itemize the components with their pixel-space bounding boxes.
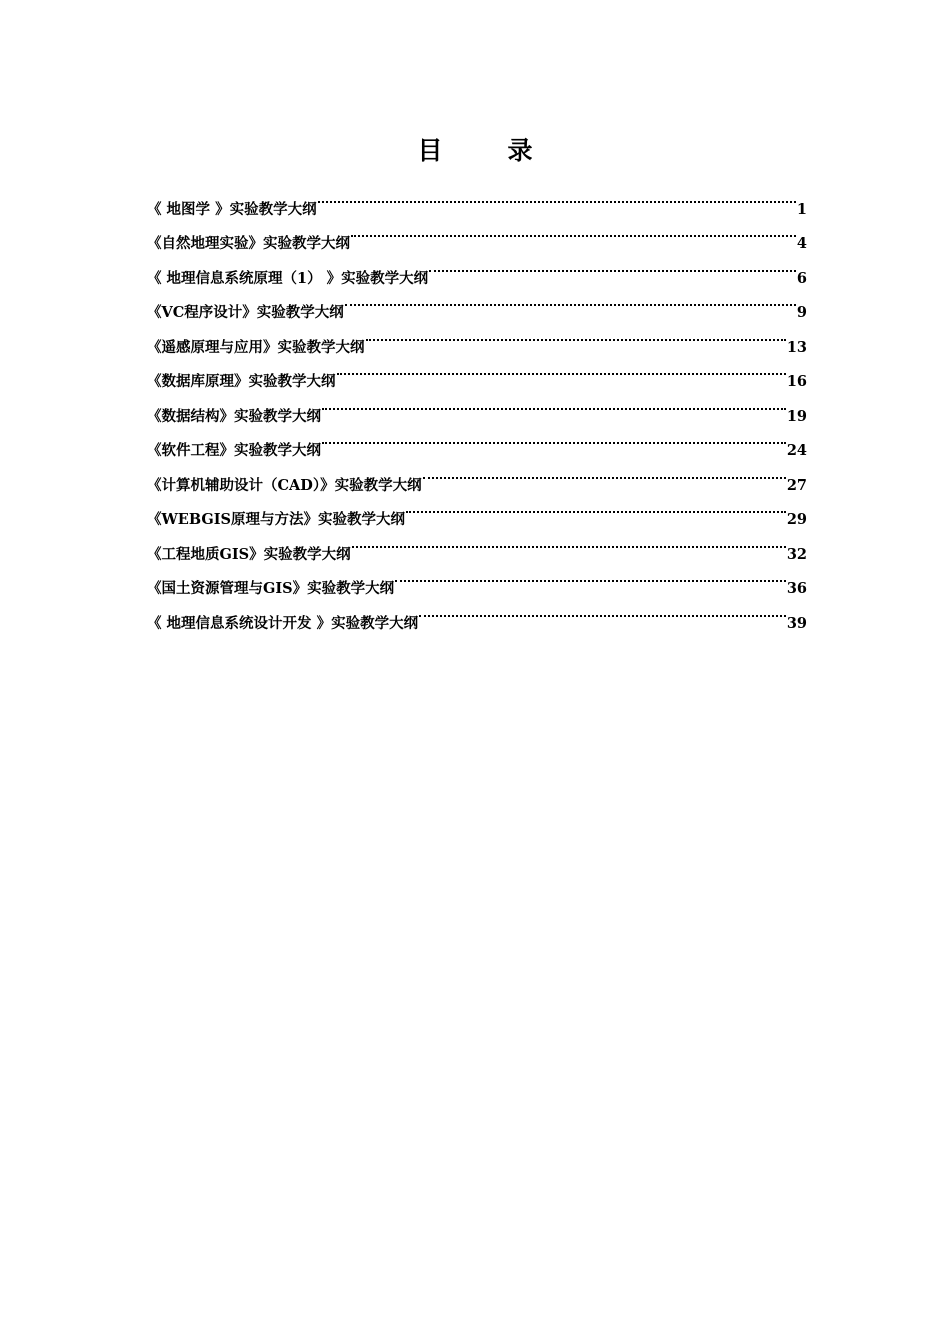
toc-entry-title: 《数据结构》实验教学大纲 <box>147 407 321 425</box>
toc-entry-page: 24 <box>786 442 807 459</box>
toc-entry[interactable] <box>147 179 807 218</box>
dot-leader <box>428 248 797 283</box>
toc-entry-title: 《VC程序设计》实验教学大纲 <box>147 304 344 321</box>
toc-entry-page: 13 <box>786 338 807 356</box>
toc-entry-title: 《软件工程》实验教学大纲 <box>147 442 321 459</box>
toc-entry-page: 9 <box>796 304 807 321</box>
dot-leader <box>422 455 787 490</box>
toc-entry-title: 《数据库原理》实验教学大纲 <box>147 373 336 390</box>
dot-leader <box>351 524 787 559</box>
toc-entry-page: 6 <box>796 269 807 287</box>
toc-entry-title: 《自然地理实验》实验教学大纲 <box>147 235 350 252</box>
dot-leader <box>344 283 797 318</box>
toc-entry-page: 4 <box>796 235 807 252</box>
toc-entry-title: 《 地理信息系统原理（1） 》实验教学大纲 <box>147 269 429 287</box>
toc-list <box>147 179 807 632</box>
dot-leader <box>418 593 787 628</box>
toc-entry-title: 《 地理信息系统设计开发 》实验教学大纲 <box>147 614 419 632</box>
dot-leader <box>321 421 787 456</box>
dot-leader <box>405 490 787 525</box>
dot-leader <box>321 386 787 421</box>
toc-entry-title: 《WEBGIS原理与方法》实验教学大纲 <box>147 511 405 528</box>
dot-leader <box>317 179 797 214</box>
toc-entry-title: 《国土资源管理与GIS》实验教学大纲 <box>147 580 395 597</box>
toc-entry-page: 36 <box>786 580 807 597</box>
toc-entry-page: 27 <box>786 476 807 494</box>
dot-leader <box>336 352 787 387</box>
dot-leader <box>365 317 787 352</box>
toc-entry-title: 《计算机辅助设计（CAD）》实验教学大纲 <box>147 476 422 494</box>
toc-entry-page: 19 <box>786 407 807 425</box>
dot-leader <box>394 559 787 594</box>
dot-leader <box>350 214 797 249</box>
toc-title: 目 录 <box>417 136 553 165</box>
toc-entry-page: 32 <box>786 545 807 563</box>
toc-entry-title: 《 地图学 》实验教学大纲 <box>147 200 317 218</box>
toc-entry-page: 16 <box>786 373 807 390</box>
toc-entry-page: 39 <box>786 614 807 632</box>
toc-entry-page: 29 <box>786 511 807 528</box>
toc-entry-title: 《工程地质GIS》实验教学大纲 <box>147 545 351 563</box>
toc-entry-page: 1 <box>796 200 807 218</box>
toc-entry-title: 《遥感原理与应用》实验教学大纲 <box>147 338 365 356</box>
